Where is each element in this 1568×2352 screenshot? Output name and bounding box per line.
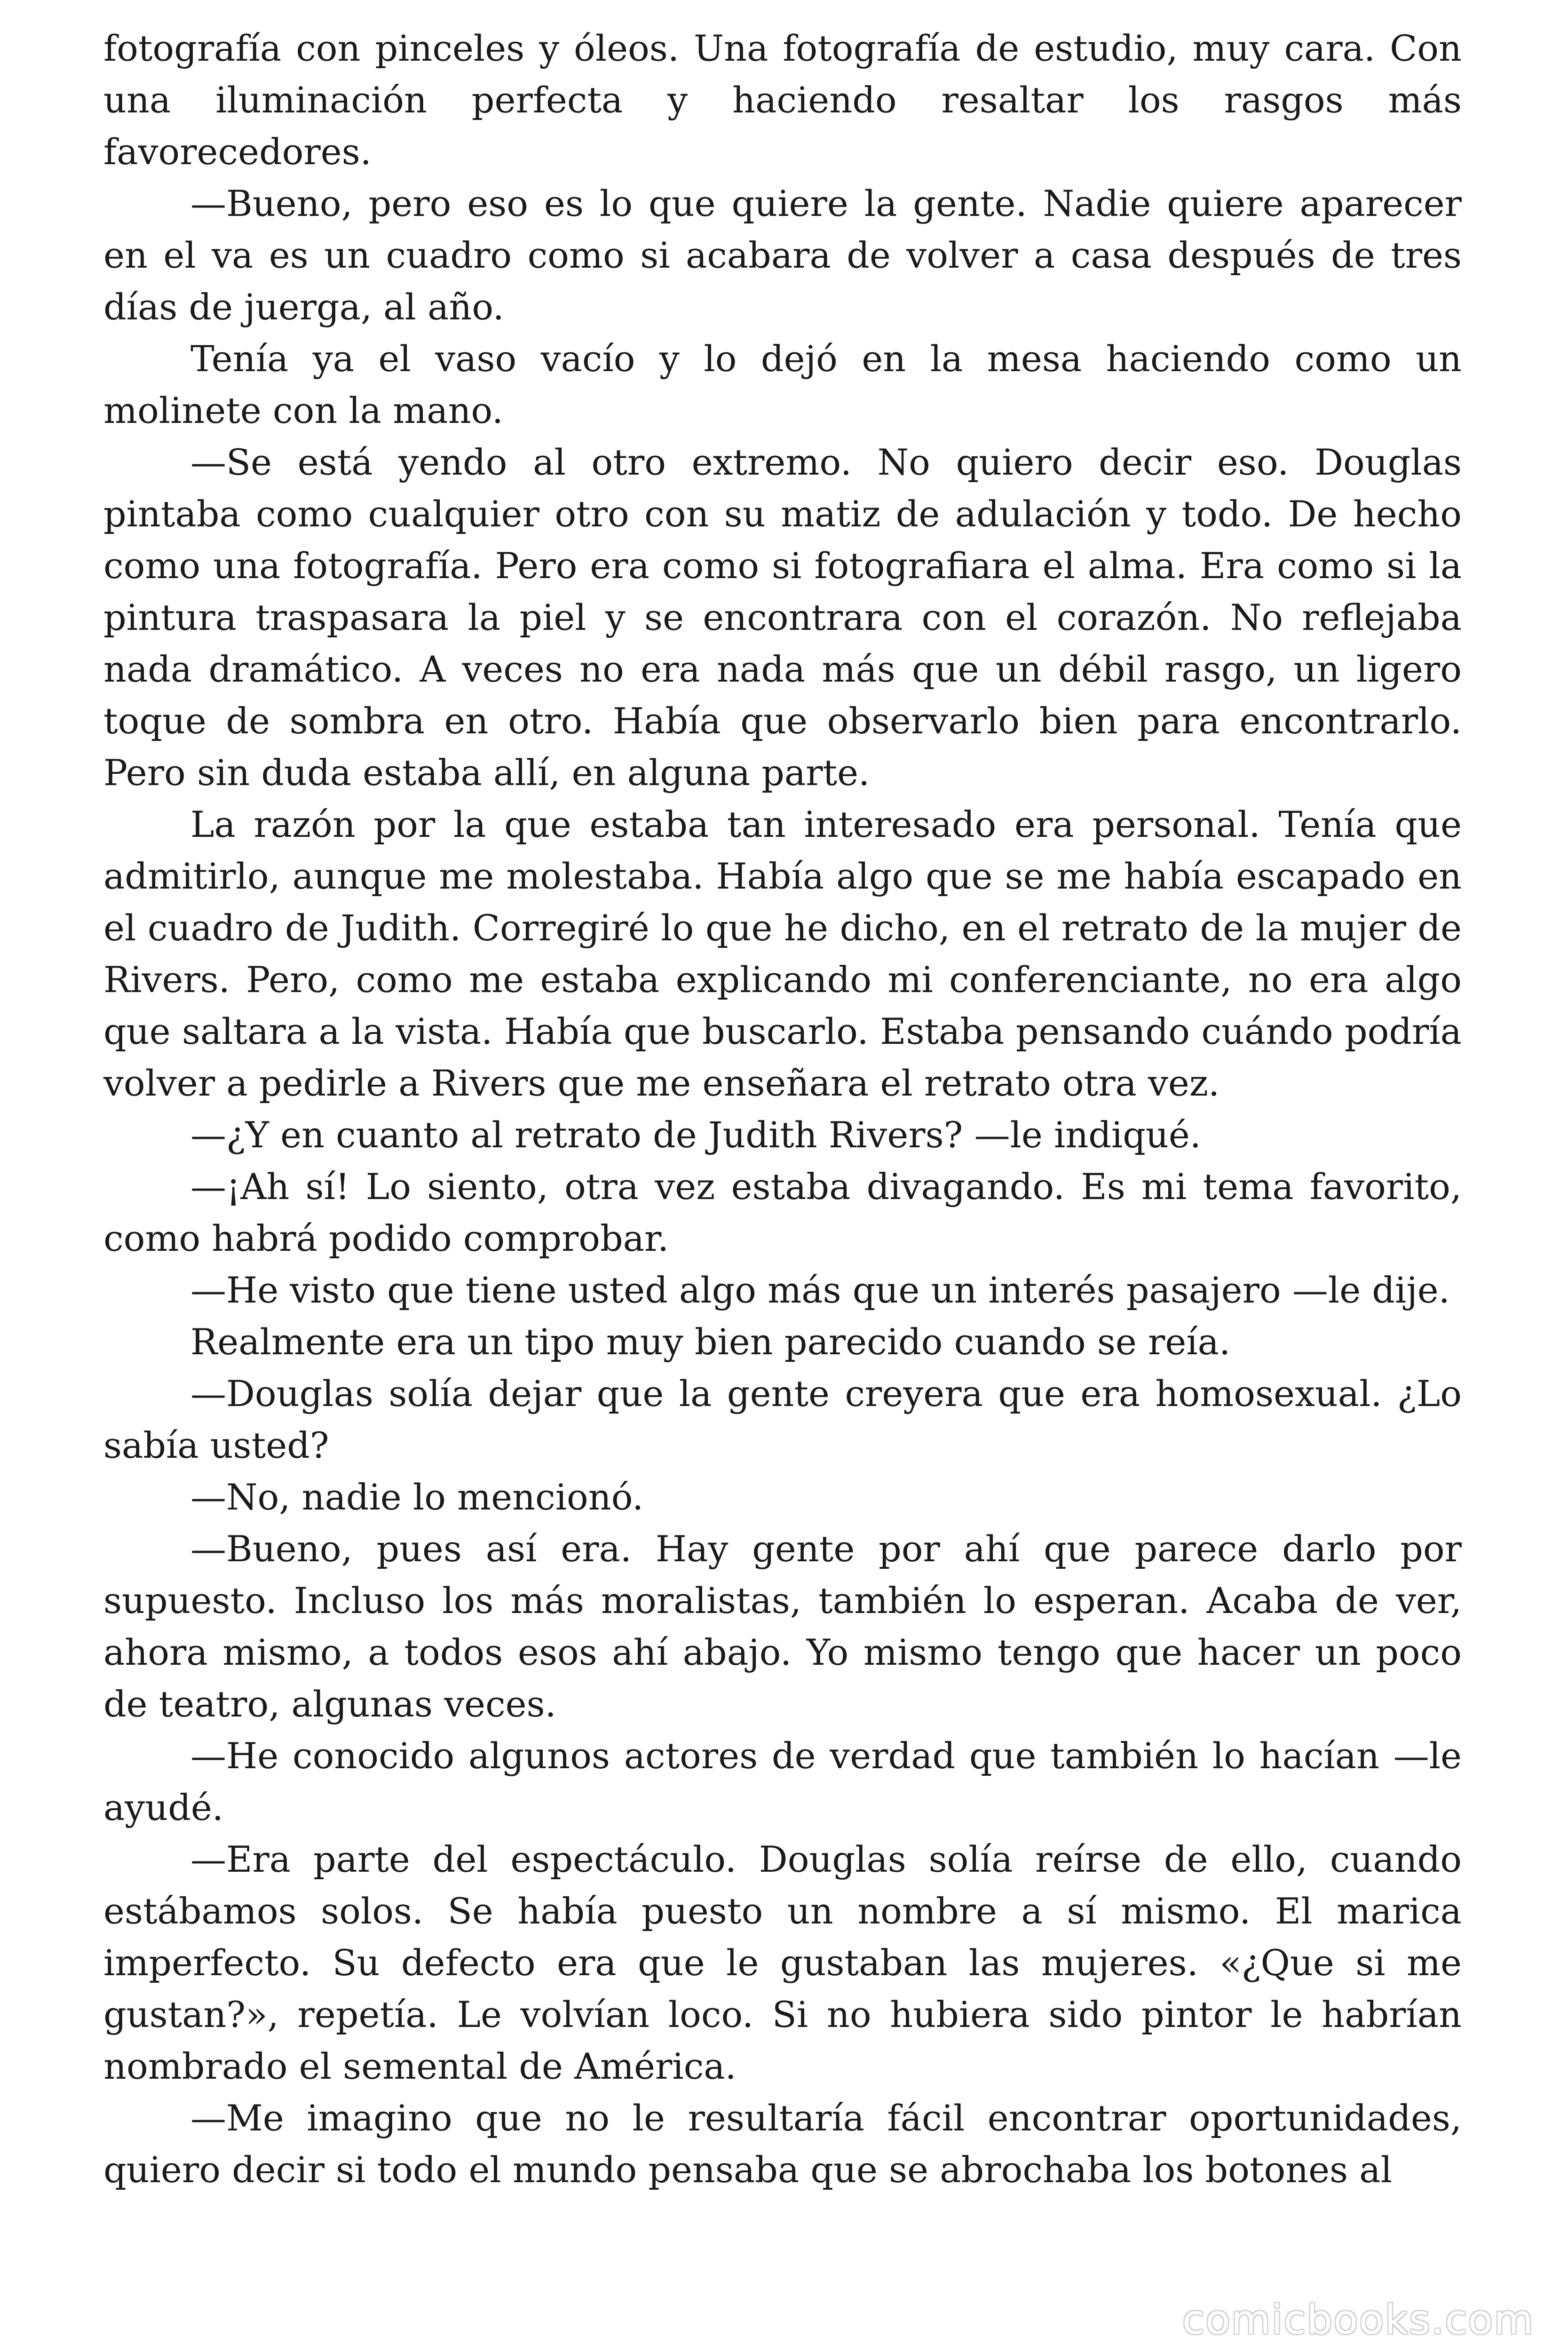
paragraph: —He conocido algunos actores de verdad que también lo hacían —le ayudé. (103, 1735, 1462, 1828)
paragraph: La razón por la que estaba tan interesado era personal. Tenía que admitirlo, aunque me molestaba. Había algo que se me había escapado en el cuadro de Judith. Corregiré lo que he dicho, en el retrato de la mujer de Rivers. Pero, como me estaba explicando mi conferenciante, no era algo que saltara a la vista. Había que buscarlo. Estaba pensando cuándo podría volver a pedirle a Rivers que me enseñara el retrato otra vez. (103, 803, 1462, 1104)
book-page-text (103, 23, 1462, 2196)
paragraph: —¿Y en cuanto al retrato de Judith Rivers? —le indiqué. (190, 1114, 1201, 1156)
paragraph: —Se está yendo al otro extremo. No quiero decir eso. Douglas pintaba como cualquier otro con su matiz de adulación y todo. De hecho como una fotografía. Pero era como si fotografiara el alma. Era como si la pintura traspasara la piel y se encontrara con el corazón. No reflejaba nada dramático. A veces no era nada más que un débil rasgo, un ligero toque de sombra en otro. Había que observarlo bien para encontrarlo. Pero sin duda estaba allí, en alguna parte. (103, 441, 1462, 794)
paragraph: —Bueno, pues así era. Hay gente por ahí que parece darlo por supuesto. Incluso los más moralistas, también lo esperan. Acaba de ver, ahora mismo, a todos esos ahí abajo. Yo mismo tengo que hacer un poco de teatro, algunas veces. (103, 1528, 1462, 1725)
paragraph: —Douglas solía dejar que la gente creyera que era homosexual. ¿Lo sabía usted? (103, 1373, 1462, 1466)
paragraph: —Bueno, pero eso es lo que quiere la gente. Nadie quiere aparecer en el va es un cuadro como si acabara de volver a casa después de tres días de juerga, al año. (103, 183, 1462, 328)
paragraph: fotografía con pinceles y óleos. Una fotografía de estudio, muy cara. Con una iluminación perfecta y haciendo resaltar los rasgos más favorecedores. (103, 27, 1462, 173)
paragraph: Realmente era un tipo muy bien parecido cuando se reía. (190, 1321, 1231, 1363)
paragraph: —He visto que tiene usted algo más que un interés pasajero —le dije. (190, 1269, 1450, 1311)
watermark: comicbooks.com (1182, 2296, 1534, 2344)
paragraph: —Me imagino que no le resultaría fácil encontrar oportunidades, quiero decir si todo el mundo pensaba que se abrochaba los botones al (103, 2097, 1462, 2191)
paragraph: —No, nadie lo mencionó. (190, 1476, 644, 1518)
paragraph: Tenía ya el vaso vacío y lo dejó en la mesa haciendo como un molinete con la mano. (103, 338, 1462, 431)
paragraph: —¡Ah sí! Lo siento, otra vez estaba divagando. Es mi tema favorito, como habrá podido comprobar. (103, 1166, 1462, 1259)
paragraph: —Era parte del espectáculo. Douglas solía reírse de ello, cuando estábamos solos. Se había puesto un nombre a sí mismo. El marica imperfecto. Su defecto era que le gustaban las mujeres. «¿Que si me gustan?», repetía. Le volvían loco. Si no hubiera sido pintor le habrían nombrado el semental de América. (103, 1838, 1462, 2087)
